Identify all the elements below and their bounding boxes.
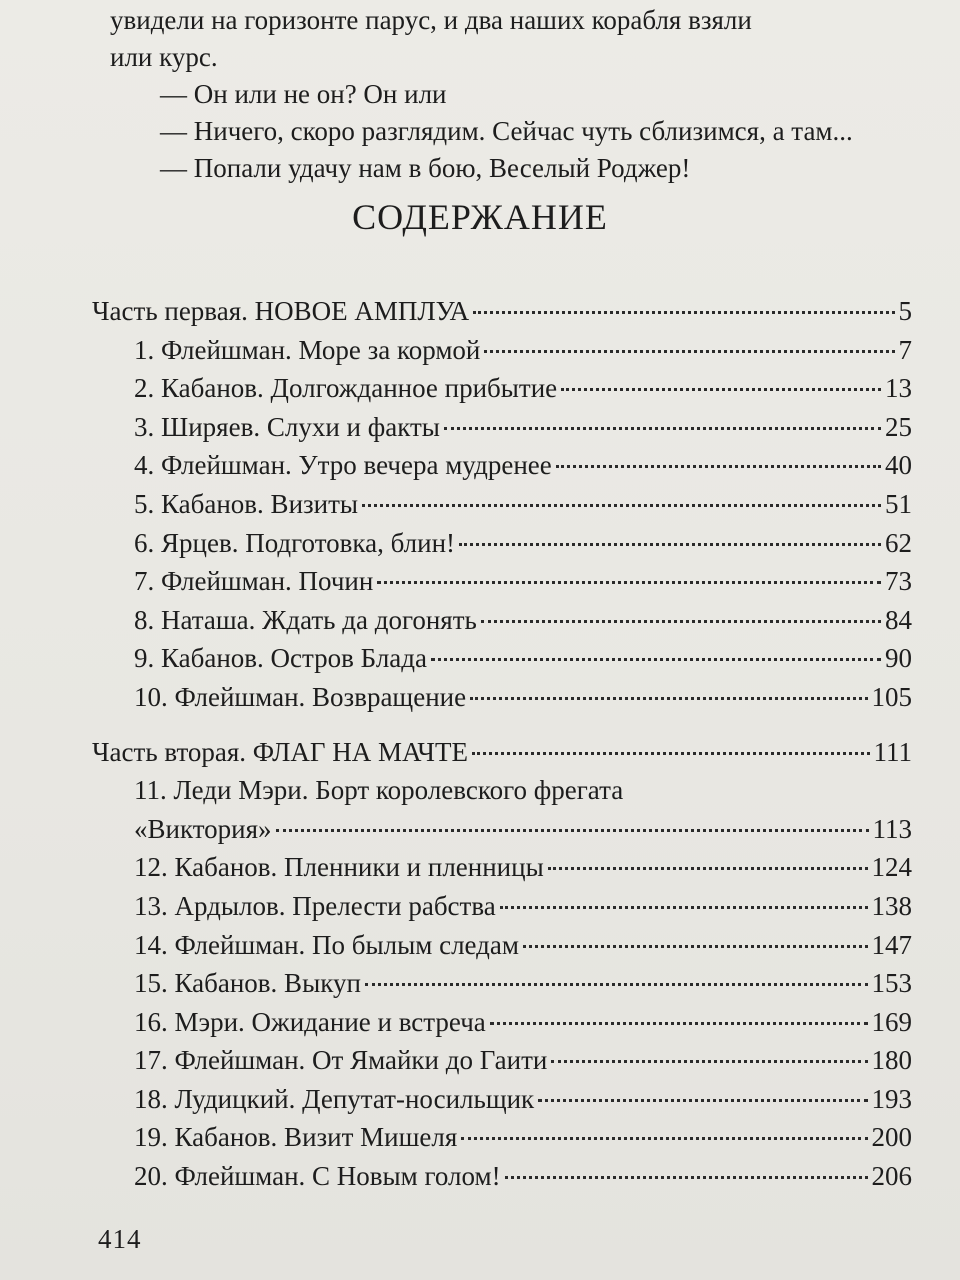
toc-page-number: 90 <box>885 643 912 674</box>
toc-title: СОДЕРЖАНИЕ <box>352 197 608 237</box>
toc-entry-title: 16. Мэри. Ожидание и встреча <box>134 1006 486 1037</box>
dot-leader <box>276 829 869 832</box>
prev-line: — Ничего, скоро разглядим. Сейчас чуть сблизимся, а там... <box>160 116 853 146</box>
toc-page-number: 124 <box>871 852 912 883</box>
toc-page-number: 84 <box>885 604 912 635</box>
toc-page-number: 5 <box>898 296 912 326</box>
toc-entry-title: 7. Флейшман. Почин <box>134 566 374 597</box>
toc-page-number: 51 <box>885 488 912 519</box>
toc-entry <box>92 964 912 1003</box>
toc-entry <box>92 887 912 926</box>
toc-entry <box>92 678 912 717</box>
dot-leader <box>444 427 881 430</box>
dot-leader <box>472 752 870 755</box>
toc-entry <box>92 485 912 524</box>
toc-part-1 <box>92 292 912 331</box>
dot-leader <box>365 983 868 986</box>
toc-entry-title: 1. Флейшман. Море за кормой <box>134 334 481 365</box>
toc-entry-title: 17. Флейшман. От Ямайки до Гаити <box>134 1045 548 1076</box>
dot-leader <box>431 658 881 661</box>
toc-entry-title: 19. Кабанов. Визит Мишеля <box>134 1122 458 1153</box>
dot-leader <box>538 1099 867 1102</box>
toc-entry-title: 12. Кабанов. Пленники и пленницы <box>134 852 544 883</box>
toc-page-number: 180 <box>871 1045 912 1076</box>
toc-page-number: 153 <box>871 968 912 999</box>
toc-entry-title: 6. Ярцев. Подготовка, блин! <box>134 527 456 558</box>
toc-page-number: 40 <box>885 450 912 481</box>
dot-leader <box>561 388 881 391</box>
toc-page-number: 25 <box>885 411 912 442</box>
dot-leader <box>362 504 881 507</box>
dot-leader <box>500 906 868 909</box>
toc-page-number: 111 <box>873 736 912 767</box>
dot-leader <box>505 1176 868 1179</box>
toc-entry-title: «Виктория» <box>134 813 272 844</box>
dot-leader <box>484 350 894 353</box>
prev-line: увидели на горизонте парус, и два наших корабля взяли <box>110 5 752 35</box>
toc-entry <box>92 639 912 678</box>
toc-page-number: 113 <box>872 813 912 844</box>
part-spacer <box>92 717 912 733</box>
toc-entry <box>92 1080 912 1119</box>
toc-page-number: 206 <box>871 1161 912 1192</box>
toc-entry <box>92 446 912 485</box>
toc-entry <box>92 562 912 601</box>
dot-leader <box>377 581 881 584</box>
toc-entry <box>92 408 912 447</box>
dot-leader <box>556 465 881 468</box>
toc-entry-title: 8. Наташа. Ждать да догонять <box>134 604 477 635</box>
toc-page-number: 138 <box>871 890 912 921</box>
dot-leader <box>551 1060 867 1063</box>
toc-entry <box>92 524 912 563</box>
toc-entry-title: 9. Кабанов. Остров Блада <box>134 643 427 674</box>
dot-leader <box>548 867 868 870</box>
toc-entry-wrapped-line2 <box>92 810 912 849</box>
toc-entry-title: 2. Кабанов. Долгожданное прибытие <box>134 373 558 404</box>
toc-page-number: 73 <box>885 566 912 597</box>
toc-entry <box>92 331 912 370</box>
toc-page-number: 169 <box>871 1006 912 1037</box>
dot-leader <box>461 1137 867 1140</box>
toc-page-number: 7 <box>898 334 912 365</box>
toc-page-number: 13 <box>885 373 912 404</box>
prev-line: — Попали удачу нам в бою, Веселый Роджер! <box>160 153 691 183</box>
toc-entry-title: 3. Ширяев. Слухи и факты <box>134 411 440 442</box>
toc-entry-title: 13. Ардылов. Прелести рабства <box>134 890 496 921</box>
toc-page-number: 200 <box>871 1122 912 1153</box>
toc-entry-title: 5. Кабанов. Визиты <box>134 488 359 519</box>
toc-entry-title: 11. Леди Мэри. Борт королевского фрегата <box>134 775 624 806</box>
dot-leader <box>473 311 894 314</box>
prev-line: — Он или не он? Он или <box>160 79 447 109</box>
toc-entry-title: 4. Флейшман. Утро вечера мудренее <box>134 450 552 481</box>
toc-entry-wrapped-line1 <box>92 771 912 810</box>
dot-leader <box>490 1022 868 1025</box>
toc-page-number: 147 <box>871 929 912 960</box>
toc-entry-title: 20. Флейшман. С Новым голом! <box>134 1161 501 1192</box>
toc-entry-title: 14. Флейшман. По былым следам <box>134 929 519 960</box>
toc-part-title: Часть первая. НОВОЕ АМПЛУА <box>92 296 470 326</box>
toc-page-number: 105 <box>871 681 912 712</box>
dot-leader <box>459 543 881 546</box>
table-of-contents <box>92 292 912 1196</box>
toc-entry <box>92 926 912 965</box>
dot-leader <box>470 697 867 700</box>
toc-entry <box>92 601 912 640</box>
toc-page-number: 193 <box>871 1083 912 1114</box>
page-number: 414 <box>98 1224 142 1254</box>
toc-entry-title: 10. Флейшман. Возвращение <box>134 681 467 712</box>
toc-part-2 <box>92 733 912 772</box>
toc-entry <box>92 848 912 887</box>
previous-section-text <box>110 0 910 187</box>
toc-entry <box>92 1003 912 1042</box>
toc-entry <box>92 369 912 408</box>
dot-leader <box>523 945 868 948</box>
toc-entry <box>92 1041 912 1080</box>
toc-page-number: 62 <box>885 527 912 558</box>
toc-entry <box>92 1157 912 1196</box>
dot-leader <box>481 620 881 623</box>
prev-line: или курс. <box>110 42 218 72</box>
toc-entry-title: 15. Кабанов. Выкуп <box>134 968 361 999</box>
toc-entry <box>92 1118 912 1157</box>
toc-part-title: Часть вторая. ФЛАГ НА МАЧТЕ <box>92 736 468 767</box>
toc-entry-title: 18. Лудицкий. Депутат-носильщик <box>134 1083 535 1114</box>
